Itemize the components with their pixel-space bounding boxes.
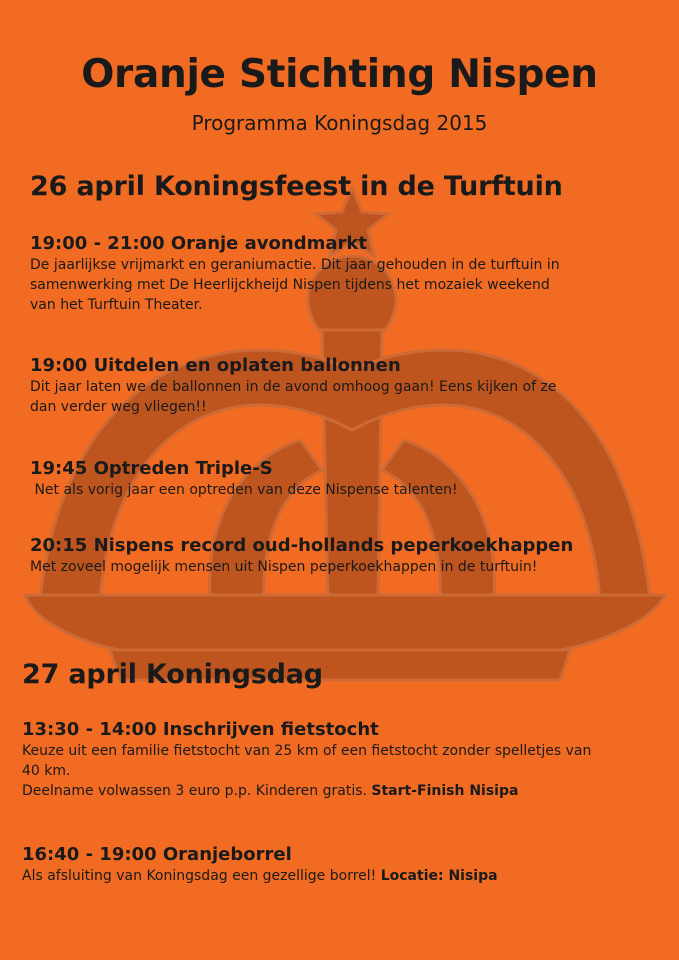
event-description-line: De jaarlijkse vrijmarkt en geraniumactie. Dit jaar gehouden in de turftuin in <box>30 257 560 273</box>
event-title: 20:15 Nispens record oud-hollands peperkoekhappen <box>30 535 574 556</box>
event-title: 13:30 - 14:00 Inschrijven fietstocht <box>22 719 379 740</box>
event-description-line <box>22 866 662 886</box>
page-subtitle: Programma Koningsdag 2015 <box>191 111 488 135</box>
event-description-line: Keuze uit een familie fietstocht van 25 km of een fietstocht zonder spelletjes van <box>22 743 592 759</box>
day-heading-26-april: 26 april Koningsfeest in de Turftuin <box>30 171 563 202</box>
event-location: Locatie: Nisipa <box>380 868 498 884</box>
event-description-line: Net als vorig jaar een optreden van deze Nispense talenten! <box>30 482 458 498</box>
event-oranjeborrel <box>22 843 662 886</box>
event-location: Start-Finish Nisipa <box>371 783 519 799</box>
event-description-line: 40 km. <box>22 763 71 779</box>
event-description-line: samenwerking met De Heerlijckheijd Nispen tijdens het mozaiek weekend <box>30 277 550 293</box>
day-heading-27-april: 27 april Koningsdag <box>22 659 323 690</box>
event-description-line: Met zoveel mogelijk mensen uit Nispen peperkoekhappen in de turftuin! <box>30 559 538 575</box>
event-description-text: Deelname volwassen 3 euro p.p. Kinderen gratis. <box>22 783 372 799</box>
event-ballonnen <box>30 354 670 417</box>
event-title: 19:00 Uitdelen en oplaten ballonnen <box>30 355 401 376</box>
event-triple-s <box>30 457 670 500</box>
event-title: 19:00 - 21:00 Oranje avondmarkt <box>30 233 367 254</box>
event-description-line <box>22 781 662 801</box>
event-title: 16:40 - 19:00 Oranjeborrel <box>22 844 292 865</box>
event-description-text: Als afsluiting van Koningsdag een gezellige borrel! <box>22 868 381 884</box>
event-peperkoekhappen <box>30 534 670 577</box>
event-oranje-avondmarkt <box>30 232 670 315</box>
page-title: Oranje Stichting Nispen <box>81 52 598 97</box>
event-description-line: van het Turftuin Theater. <box>30 297 203 313</box>
event-description-line: dan verder weg vliegen!! <box>30 399 207 415</box>
event-description-line: Dit jaar laten we de ballonnen in de avond omhoog gaan! Eens kijken of ze <box>30 379 557 395</box>
event-fietstocht <box>22 718 662 801</box>
event-title: 19:45 Optreden Triple-S <box>30 458 273 479</box>
